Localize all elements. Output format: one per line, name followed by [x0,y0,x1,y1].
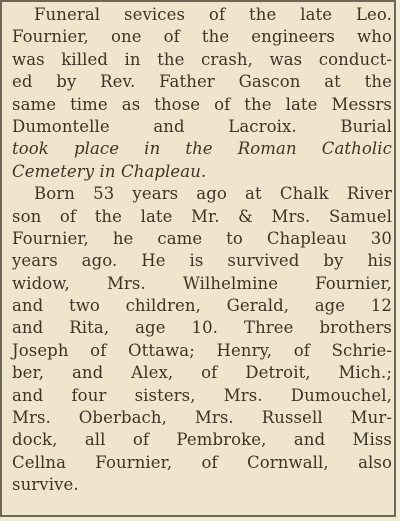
text-line: Cellna Fournier, of Cornwall, also [12,452,392,472]
text-line: Dumontelle and Lacroix. Burial [12,116,392,136]
paragraph-2 [12,183,392,496]
text-line: survive. [12,475,79,495]
text-line: widow, Mrs. Wilhelmine Fournier, [12,273,392,293]
text-line: dock, all of Pembroke, and Miss [12,430,392,450]
text-line: ed by Rev. Father Gascon at the [12,72,392,92]
text-line: took place in the Roman Catholic [12,139,392,159]
text-line: was killed in the crash, was conduct- [12,49,392,69]
text-line: Funeral sevices of the late Leo. [34,5,392,24]
text-line: Joseph of Ottawa; Henry, of Schrie- [12,340,392,360]
text-line: Cemetery in Chapleau. [12,161,207,181]
article-column [12,4,392,497]
text-line: and four sisters, Mrs. Dumouchel, [12,385,392,405]
text-line: same time as those of the late Messrs [12,94,392,114]
text-line: and two children, Gerald, age 12 [12,296,392,316]
text-line: son of the late Mr. & Mrs. Samuel [12,206,392,226]
text-line: Mrs. Oberbach, Mrs. Russell Mur- [12,408,392,428]
text-line: and Rita, age 10. Three brothers [12,318,392,338]
text-line: Fournier, one of the engineers who [12,27,392,47]
text-line: years ago. He is survived by his [12,251,392,271]
text-line: Born 53 years ago at Chalk River [34,184,392,204]
text-line: ber, and Alex, of Detroit, Mich.; [12,363,392,383]
text-line: Fournier, he came to Chapleau 30 [12,228,392,248]
paragraph-1 [12,4,392,183]
